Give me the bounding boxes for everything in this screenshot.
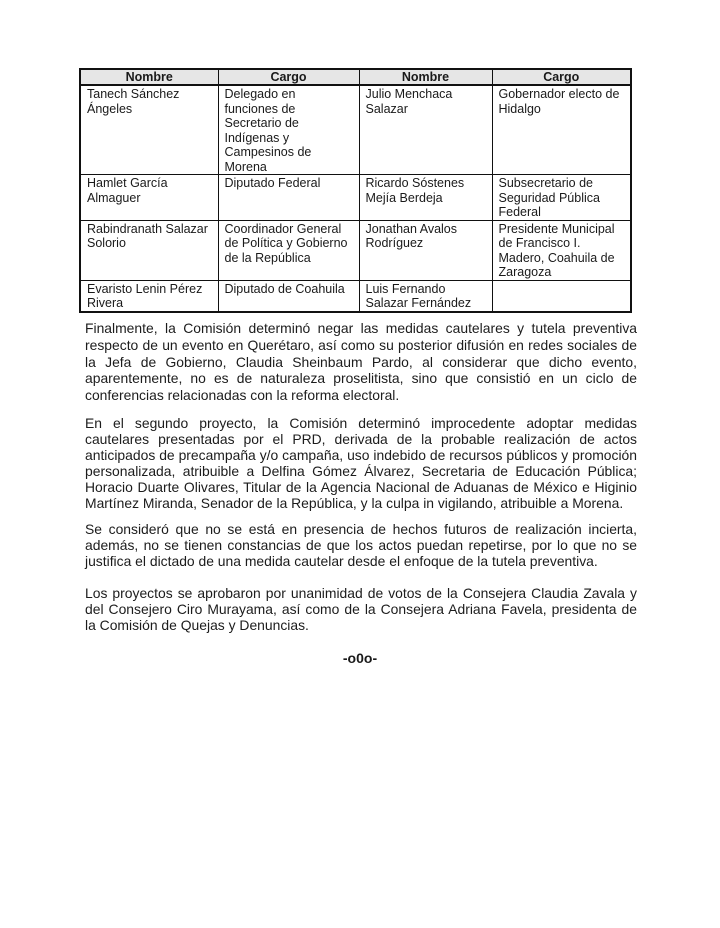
table-body	[80, 85, 631, 312]
cargo-cell	[218, 85, 359, 175]
cargo-cell	[218, 220, 359, 280]
cell-text-line: Madero, Coahuila de	[498, 250, 615, 265]
cargo-cell	[492, 85, 631, 175]
header-nombre-2: Nombre	[359, 69, 492, 85]
cell-text-line: de Francisco I.	[498, 236, 581, 250]
cargo-cell	[492, 280, 631, 312]
cell-text-line: Indígenas y	[224, 130, 290, 145]
cell-text-line: funciones de	[224, 101, 296, 116]
cell-text-line: Subsecretario de	[498, 176, 594, 190]
cargo-cell	[492, 220, 631, 280]
cell-text-line: Presidente Municipal	[498, 221, 615, 236]
paragraph-queretaro-event: Finalmente, la Comisión determinó negar las medidas cautelares y tutela preventiva respecto de un evento en Querétaro, así como su posterior difusión en redes sociales de la Jefa de Gobierno, Claudia Sheinbaum Pardo, al considerar que dicho evento, aparentemente, no es de naturaleza proselitista, sino que consistió en un ciclo de conferencias relacionadas con la reforma electoral.	[85, 320, 637, 404]
cell-text-line: Federal	[498, 205, 541, 219]
cell-text-line: Julio Menchaca	[365, 87, 453, 101]
cell-text-line: Ricardo Sóstenes	[365, 176, 465, 190]
table-row	[80, 280, 631, 312]
cell-text-line: Secretario de	[224, 116, 299, 130]
cell-text-line: Mejía Berdeja	[365, 190, 443, 205]
cell-text-line: Tanech Sánchez	[87, 87, 180, 101]
table-row	[80, 175, 631, 221]
cell-text-line: Diputado Federal	[224, 176, 321, 190]
cell-text-line: Coordinador General	[224, 221, 342, 236]
nombre-cell	[359, 85, 492, 175]
cell-text-line: Zaragoza	[498, 265, 552, 279]
cell-text-line: Morena	[224, 159, 267, 174]
cell-text-line: Evaristo Lenin Pérez	[87, 281, 203, 296]
header-nombre-1: Nombre	[80, 69, 218, 85]
cell-text-line: Seguridad Pública	[498, 190, 600, 205]
cargo-cell	[492, 175, 631, 221]
header-cargo-1: Cargo	[218, 69, 359, 85]
cell-text-line: Almaguer	[87, 190, 141, 205]
cell-text-line: Hidalgo	[498, 101, 541, 116]
nombre-cell	[359, 280, 492, 312]
nombre-cell	[359, 175, 492, 221]
cell-text-line: Rivera	[87, 296, 124, 310]
cell-text-line: Gobernador electo de	[498, 87, 620, 101]
cell-text-line: Luis Fernando	[365, 281, 446, 296]
nombre-cell	[80, 85, 218, 175]
paragraph-future-facts: Se consideró que no se está en presencia de hechos futuros de realización incierta, además, no se tienen constancias de que los actos puedan repetirse, por lo que no se justifica el dictado de una medida cautelar desde el enfoque de la tutela preventiva.	[85, 521, 637, 569]
cell-text-line: Ángeles	[87, 101, 133, 116]
cell-text-line: Rodríguez	[365, 236, 424, 250]
paragraph-unanimous-vote: Los proyectos se aprobaron por unanimidad de votos de la Consejera Claudia Zavala y del Consejero Ciro Murayama, así como de la Consejera Adriana Favela, presidenta de la Comisión de Quejas y Denuncias.	[85, 585, 637, 633]
cargo-cell	[218, 280, 359, 312]
paragraph-second-project: En el segundo proyecto, la Comisión determinó improcedente adoptar medidas cautelares presentadas por el PRD, derivada de la probable realización de actos anticipados de precampaña y/o campaña, uso indebido de recursos públicos y promoción personalizada, atribuible a Delfina Gómez Álvarez, Secretaria de Educación Pública; Horacio Duarte Olivares, Titular de la Agencia Nacional de Aduanas de México e Higinio Martínez Miranda, Senador de la República, y la culpa in vigilando, atribuible a Morena.	[85, 415, 637, 511]
nombre-cell	[80, 220, 218, 280]
cargo-cell	[218, 175, 359, 221]
nombre-cell	[80, 175, 218, 221]
cell-text-line: de la República	[224, 250, 311, 265]
cell-text-line: Campesinos de	[224, 145, 312, 159]
nombre-cell	[80, 280, 218, 312]
header-cargo-2: Cargo	[492, 69, 631, 85]
table-row	[80, 220, 631, 280]
cell-text-line: Hamlet García	[87, 176, 168, 190]
cell-text-line: Rabindranath Salazar	[87, 221, 208, 236]
cell-text-line: Salazar	[365, 101, 408, 116]
table-header-row	[80, 69, 631, 85]
cell-text-line: Delegado en	[224, 87, 296, 101]
cell-text-line: Jonathan Avalos	[365, 221, 458, 236]
cell-text-line: de Política y Gobierno	[224, 236, 348, 250]
cell-text-line: Diputado de Coahuila	[224, 281, 345, 296]
table-row	[80, 85, 631, 175]
closing-mark: -o0o-	[342, 650, 378, 666]
nombre-cell	[359, 220, 492, 280]
officials-table	[79, 68, 632, 313]
cell-text-line: Salazar Fernández	[365, 296, 472, 310]
cell-text-line: Solorio	[87, 236, 126, 250]
officials-table-container	[79, 68, 630, 313]
